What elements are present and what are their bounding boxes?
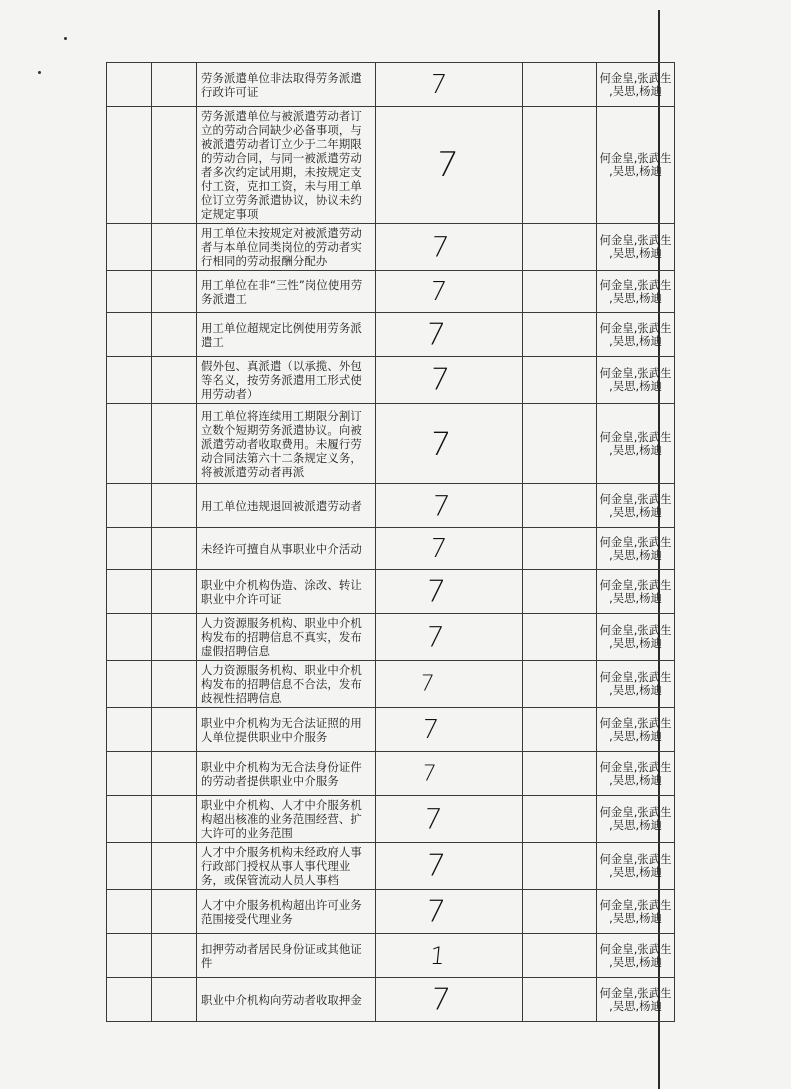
inspector-names-line: 何金皇,张武生	[599, 320, 672, 335]
blank-cell	[152, 271, 197, 313]
blank-cell	[152, 357, 197, 404]
handwritten-score: 7	[420, 761, 438, 786]
blank-cell	[152, 796, 197, 843]
inspector-names-line: ,吴思,杨迪	[609, 83, 662, 98]
violation-item: 职业中介机构为无合法身份证件的劳动者提供职业中介服务	[197, 752, 376, 796]
inspectors-cell	[597, 271, 675, 313]
score-cell	[376, 570, 523, 614]
blank-cell	[152, 404, 197, 484]
handwritten-score: 7	[420, 714, 441, 745]
blank-cell	[107, 570, 152, 614]
inspectors-cell	[597, 63, 675, 107]
violation-item: 用工单位违规退回被派遣劳动者	[197, 484, 376, 528]
inspectors-cell	[597, 570, 675, 614]
blank-cell	[152, 570, 197, 614]
inspectors-cell	[597, 484, 675, 528]
inspectors-cell	[597, 934, 675, 978]
score-cell	[376, 934, 523, 978]
blank-cell	[107, 357, 152, 404]
violation-item: 人才中介服务机构超出许可业务范围接受代理业务	[197, 890, 376, 934]
inspector-names-line: 何金皇,张武生	[599, 366, 672, 380]
inspector-names-line: ,吴思,杨迪	[609, 818, 662, 832]
handwritten-score: 7	[418, 671, 436, 697]
table-row	[107, 843, 675, 890]
penalty-item-table	[106, 62, 675, 1022]
violation-item: 职业中介机构为无合法证照的用人单位提供职业中介服务	[197, 708, 376, 752]
blank-cell	[107, 107, 152, 224]
inspectors-cell	[597, 357, 675, 404]
inspector-names-line: ,吴思,杨迪	[609, 772, 662, 787]
violation-item: 劳务派遣单位非法取得劳务派遣行政许可证	[197, 63, 376, 107]
blank-cell	[107, 484, 152, 528]
inspectors-cell	[597, 978, 675, 1022]
blank-cell	[523, 63, 597, 107]
handwritten-score: 7	[424, 574, 447, 609]
inspector-names-line: ,吴思,杨迪	[609, 164, 662, 178]
score-cell	[376, 63, 523, 107]
handwritten-score: 7	[433, 145, 460, 185]
blank-cell	[107, 708, 152, 752]
blank-cell	[523, 890, 597, 934]
blank-cell	[107, 63, 152, 107]
handwritten-score: 7	[428, 276, 449, 307]
blank-cell	[152, 708, 197, 752]
score-cell	[376, 484, 523, 528]
handwritten-score: 1	[428, 941, 447, 970]
violation-item: 人力资源服务机构、职业中介机构发布的招聘信息不真实，发布虚假招聘信息	[197, 614, 376, 661]
inspector-names-line: ,吴思,杨迪	[609, 998, 662, 1013]
score-cell	[376, 843, 523, 890]
handwritten-score: 7	[428, 362, 451, 398]
inspector-names-line: 何金皇,张武生	[599, 759, 672, 774]
blank-cell	[152, 661, 197, 708]
violation-item: 用工单位将连续用工期限分割订立数个短期劳务派遣协议。向被派遣劳动者收取费用。未履行劳动合同法第六十二条规定义务，将被派遣劳动者再派	[197, 404, 376, 484]
score-cell	[376, 357, 523, 404]
violation-item: 用工单位未按规定对被派遣劳动者与本单位同类岗位的劳动者实行相同的劳动报酬分配办	[197, 224, 376, 271]
table-row	[107, 528, 675, 570]
handwritten-score: 7	[428, 533, 449, 564]
score-cell	[376, 271, 523, 313]
violation-item: 用工单位在非“三性”岗位使用劳务派遣工	[197, 271, 376, 313]
blank-cell	[107, 890, 152, 934]
blank-cell	[107, 614, 152, 661]
table-body	[107, 63, 675, 1022]
inspector-names-line: ,吴思,杨迪	[609, 442, 662, 457]
inspector-names-line: 何金皇,张武生	[599, 534, 672, 549]
inspector-names-line: ,吴思,杨迪	[609, 246, 662, 260]
score-cell	[376, 978, 523, 1022]
table-row	[107, 404, 675, 484]
inspector-names-line: ,吴思,杨迪	[609, 547, 662, 562]
violation-item: 人才中介服务机构未经政府人事行政部门授权从事人事代理业务，或保管流动人员人事档	[197, 843, 376, 890]
blank-cell	[523, 313, 597, 357]
table-row	[107, 934, 675, 978]
blank-cell	[523, 107, 597, 224]
table-row	[107, 890, 675, 934]
inspector-names-line: 何金皇,张武生	[599, 670, 672, 684]
blank-cell	[107, 224, 152, 271]
blank-cell	[152, 934, 197, 978]
blank-cell	[523, 224, 597, 271]
inspectors-cell	[597, 661, 675, 708]
inspectors-cell	[597, 843, 675, 890]
inspector-names-line: ,吴思,杨迪	[609, 954, 662, 969]
blank-cell	[152, 107, 197, 224]
inspector-names-line: 何金皇,张武生	[599, 852, 672, 866]
table-row	[107, 313, 675, 357]
inspector-names-line: ,吴思,杨迪	[609, 290, 662, 305]
inspector-names-line: 何金皇,张武生	[599, 623, 672, 637]
score-cell	[376, 708, 523, 752]
inspector-names-line: ,吴思,杨迪	[609, 683, 662, 697]
table-row	[107, 484, 675, 528]
score-cell	[376, 614, 523, 661]
blank-cell	[107, 528, 152, 570]
inspector-names-line: 何金皇,张武生	[599, 491, 672, 506]
scan-speck	[38, 71, 41, 74]
table-row	[107, 357, 675, 404]
blank-cell	[152, 614, 197, 661]
table-row	[107, 796, 675, 843]
table-row	[107, 708, 675, 752]
blank-cell	[152, 313, 197, 357]
blank-cell	[523, 484, 597, 528]
inspectors-cell	[597, 614, 675, 661]
blank-cell	[107, 404, 152, 484]
violation-item: 未经许可擅自从事职业中介活动	[197, 528, 376, 570]
violation-item: 劳务派遣单位与被派遣劳动者订立的劳动合同缺少必备事项，与被派遣劳动者订立少于二年期限的劳动合同，与同一被派遣劳动者多次约定试用期，未按规定支付工资，克扣工资，未与用工单位订立劳务派遣协议，协议未约定规定事项	[197, 107, 376, 224]
blank-cell	[523, 614, 597, 661]
violation-item: 扣押劳动者居民身份证或其他证件	[197, 934, 376, 978]
handwritten-score: 7	[424, 848, 447, 884]
inspector-names-line: ,吴思,杨迪	[609, 636, 662, 650]
inspector-names-line: 何金皇,张武生	[599, 429, 672, 444]
inspector-names-line: ,吴思,杨迪	[609, 910, 662, 925]
inspectors-cell	[597, 313, 675, 357]
inspectors-cell	[597, 528, 675, 570]
blank-cell	[523, 978, 597, 1022]
inspector-names-line: 何金皇,张武生	[599, 897, 672, 912]
handwritten-score: 7	[424, 894, 447, 929]
inspector-names-line: 何金皇,张武生	[599, 941, 672, 956]
inspectors-cell	[597, 796, 675, 843]
handwritten-score: 7	[428, 424, 453, 463]
table-row	[107, 978, 675, 1022]
inspector-names-line: ,吴思,杨迪	[609, 728, 662, 743]
inspector-names-line: ,吴思,杨迪	[609, 379, 662, 393]
inspectors-cell	[597, 404, 675, 484]
violation-item: 职业中介机构伪造、涂改、转让职业中介许可证	[197, 570, 376, 614]
violation-item: 职业中介机构向劳动者收取押金	[197, 978, 376, 1022]
blank-cell	[152, 752, 197, 796]
inspector-names-line: 何金皇,张武生	[599, 715, 672, 730]
handwritten-score: 7	[429, 230, 451, 264]
inspectors-cell	[597, 890, 675, 934]
blank-cell	[152, 528, 197, 570]
handwritten-score: 7	[422, 802, 444, 836]
blank-cell	[107, 934, 152, 978]
blank-cell	[107, 313, 152, 357]
violation-item: 假外包、真派遣（以承揽、外包等名义，按劳务派遣用工形式使用劳动者）	[197, 357, 376, 404]
blank-cell	[523, 796, 597, 843]
inspector-names-line: ,吴思,杨迪	[609, 333, 662, 348]
table-row	[107, 614, 675, 661]
violation-item: 职业中介机构、人才中介服务机构超出核准的业务范围经营、扩大许可的业务范围	[197, 796, 376, 843]
score-cell	[376, 107, 523, 224]
table-row	[107, 224, 675, 271]
blank-cell	[523, 752, 597, 796]
blank-cell	[152, 484, 197, 528]
blank-cell	[107, 796, 152, 843]
table-row	[107, 570, 675, 614]
inspector-names-line: 何金皇,张武生	[599, 233, 672, 247]
table-row	[107, 752, 675, 796]
inspector-names-line: ,吴思,杨迪	[609, 590, 662, 605]
blank-cell	[523, 404, 597, 484]
score-cell	[376, 752, 523, 796]
table-row	[107, 63, 675, 107]
handwritten-score: 7	[424, 317, 447, 352]
handwritten-score: 7	[430, 489, 452, 522]
blank-cell	[107, 843, 152, 890]
score-cell	[376, 404, 523, 484]
inspector-names-line: ,吴思,杨迪	[609, 865, 662, 879]
blank-cell	[523, 528, 597, 570]
blank-cell	[523, 570, 597, 614]
blank-cell	[523, 708, 597, 752]
handwritten-score: 7	[429, 982, 452, 1017]
blank-cell	[152, 224, 197, 271]
inspector-names-line: ,吴思,杨迪	[609, 504, 662, 519]
inspectors-cell	[597, 752, 675, 796]
blank-cell	[107, 752, 152, 796]
blank-cell	[152, 843, 197, 890]
blank-cell	[107, 661, 152, 708]
blank-cell	[152, 978, 197, 1022]
inspector-names-line: 何金皇,张武生	[599, 70, 672, 85]
score-cell	[376, 528, 523, 570]
blank-cell	[152, 890, 197, 934]
inspector-names-line: 何金皇,张武生	[599, 151, 672, 165]
blank-cell	[523, 661, 597, 708]
inspector-names-line: 何金皇,张武生	[599, 985, 672, 1000]
blank-cell	[523, 843, 597, 890]
table-row	[107, 661, 675, 708]
table-row	[107, 107, 675, 224]
score-cell	[376, 224, 523, 271]
scan-speck	[64, 37, 67, 40]
blank-cell	[107, 978, 152, 1022]
handwritten-score: 7	[424, 620, 446, 654]
violation-item: 用工单位超规定比例使用劳务派遣工	[197, 313, 376, 357]
score-cell	[376, 661, 523, 708]
violation-item: 人力资源服务机构、职业中介机构发布的招聘信息不合法，发布歧视性招聘信息	[197, 661, 376, 708]
score-cell	[376, 796, 523, 843]
score-cell	[376, 890, 523, 934]
blank-cell	[523, 357, 597, 404]
blank-cell	[523, 934, 597, 978]
handwritten-score: 7	[428, 69, 449, 100]
inspectors-cell	[597, 107, 675, 224]
score-cell	[376, 313, 523, 357]
blank-cell	[152, 63, 197, 107]
inspector-names-line: 何金皇,张武生	[599, 277, 672, 292]
table-row	[107, 271, 675, 313]
blank-cell	[107, 271, 152, 313]
inspector-names-line: 何金皇,张武生	[599, 805, 672, 819]
inspectors-cell	[597, 708, 675, 752]
inspectors-cell	[597, 224, 675, 271]
inspector-names-line: 何金皇,张武生	[599, 577, 672, 592]
blank-cell	[523, 271, 597, 313]
